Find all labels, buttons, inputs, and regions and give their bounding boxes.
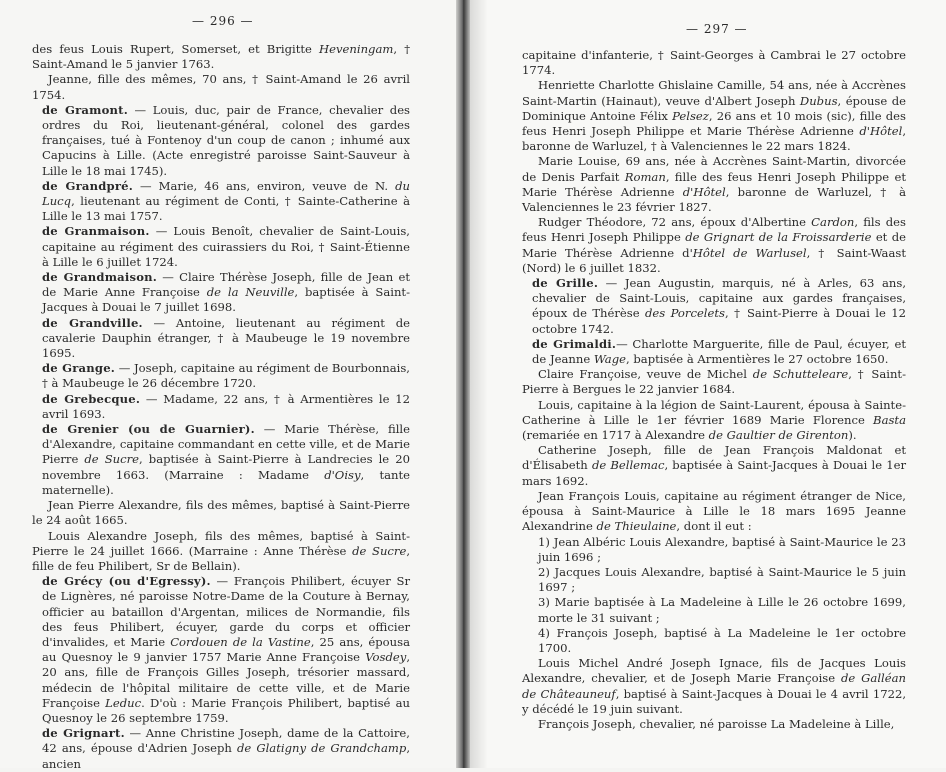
paragraph	[522, 48, 906, 78]
paragraph	[32, 422, 410, 498]
italic-name: de Galléan de Châteauneuf	[522, 671, 906, 701]
paragraph	[32, 392, 410, 422]
paragraph	[32, 270, 410, 316]
paragraph	[522, 215, 906, 276]
text-run: et de Marie Thérèse Adrienne d'	[522, 230, 906, 260]
text-run: des feus Louis Rupert, Somerset, et Brigitte	[32, 42, 320, 56]
text-run: , 26 ans et 10 mois (sic), fille des feus Henri Joseph Philippe et Marie Thérèse Adrienne	[522, 108, 906, 139]
italic-name: d'Hôtel	[859, 124, 903, 139]
text-run: — Louis Benoît, chevalier de Saint-Louis, capitaine au régiment des cuirassiers du Roi, † Saint-Étienne à Lille le 6 juillet 1724.	[42, 224, 410, 269]
italic-name: Heveningam	[319, 42, 394, 56]
entry-heading: de Grandville.	[42, 315, 143, 330]
text-run: — Joseph, capitaine au régiment de Bourbonnais, † à Maubeuge le 26 décembre 1720.	[42, 361, 410, 391]
text-run: Jean François Louis, capitaine au régiment étranger de Nice, épousa à Saint-Maurice à Lille le 18 mars 1695 Jeanne Alexandrine	[522, 488, 906, 534]
italic-name: de la Neuville	[206, 285, 295, 300]
text-run: , † Saint-Waast (Nord) le 6 juillet 1832.	[522, 245, 906, 275]
paragraph	[522, 565, 906, 595]
paragraph	[32, 224, 410, 270]
paragraph	[522, 489, 906, 535]
text-run: , 25 ans, épousa au Quesnoy le 9 janvier 1757 Marie Anne Françoise	[42, 634, 410, 665]
text-run: , baptisée à Saint-Jacques à Douai le 7 juillet 1698.	[42, 285, 410, 315]
text-run: , baptisée à Armentières le 27 octobre 1650.	[625, 352, 889, 367]
text-run: François Joseph, chevalier, né paroisse La Madeleine à Lille,	[538, 716, 895, 731]
text-run: , baronne de Warluzel, † à Valenciennes le 22 mars 1824.	[522, 124, 906, 154]
text-run: Marie Louise, 69 ans, née à Accrènes Saint-Martin, divorcée de Denis Parfait	[522, 154, 906, 184]
page-number-left: — 296 —	[192, 14, 254, 28]
text-run: Henriette Charlotte Ghislaine Camille, 54 ans, née à Accrènes Saint-Martin (Hainaut), veuve d'Albert Joseph	[522, 78, 906, 108]
italic-name: de Glatigny de Grandchamp	[236, 741, 407, 756]
text-run: , fille des feus Henri Joseph Philippe et Marie Thérèse Adrienne	[522, 169, 906, 199]
text-run: , 20 ans, fille de François Gilles Joseph, trésorier massard, médecin de l'hôpital militaire de cette ville, et de Marie Françoise	[42, 650, 410, 710]
text-run: , épouse de Dominique Antoine Félix	[522, 93, 906, 123]
paragraph	[32, 103, 410, 179]
italic-name: Leduc	[105, 695, 142, 710]
paragraph	[32, 72, 410, 102]
text-run: Catherine Joseph, fille de Jean François Maldonat et d'Élisabeth	[522, 443, 906, 473]
text-run: capitaine d'infanterie, † Saint-Georges à Cambrai le 27 octobre 1774.	[522, 48, 906, 78]
text-run: — Anne Christine Joseph, dame de la Cattoire, 42 ans, épouse d'Adrien Joseph	[42, 726, 410, 756]
gutter-shadow	[470, 0, 488, 768]
italic-name: Wage	[593, 352, 626, 367]
italic-name: Vosdey	[365, 650, 407, 665]
paragraph	[522, 78, 906, 154]
italic-name: Basta	[873, 412, 906, 427]
text-run: 1) Jean Albéric Louis Alexandre, baptisé à Saint-Maurice le 23 juin 1696 ;	[538, 534, 906, 564]
text-run: , tante maternelle).	[42, 467, 410, 497]
paragraph	[32, 42, 410, 72]
text-run: Jean Pierre Alexandre, fils des mêmes, baptisé à Saint-Pierre le 24 août 1665.	[32, 498, 410, 528]
paragraph	[32, 498, 410, 528]
text-run: , baptisé à Saint-Jacques à Douai le 4 avril 1722, y décédé le 19 juin suivant.	[522, 686, 907, 716]
italic-name: de Thieulaine	[596, 519, 677, 534]
entry-heading: de Grebecque.	[42, 391, 141, 406]
italic-name: d'Oisy	[324, 467, 361, 482]
paragraph	[32, 529, 410, 575]
text-run: , fille de feu Philibert, Sr de Bellain).	[32, 543, 411, 573]
italic-name: Cordouen de la Vastine	[170, 634, 311, 649]
italic-name: de Bellemac	[591, 458, 665, 473]
page-right	[470, 0, 946, 768]
paragraph	[32, 574, 410, 726]
entry-heading: de Grange.	[42, 361, 116, 376]
page-left	[0, 0, 456, 771]
text-run: Jeanne, fille des mêmes, 70 ans, † Saint-Amand le 26 avril 1754.	[32, 72, 410, 102]
italic-name: de Sucre	[352, 543, 407, 558]
italic-name: d'Hôtel	[682, 184, 726, 199]
text-run: , baptisée à Saint-Pierre à Landrecies le 20 novembre 1663. (Marraine : Madame	[42, 452, 410, 482]
text-run: — Marie Thérèse, fille d'Alexandre, capitaine commandant en cette ville, et de Marie Pierre	[42, 422, 410, 467]
text-run: , † Saint-Amand le 5 janvier 1763.	[32, 42, 410, 72]
text-run: ).	[848, 428, 857, 443]
text-run: — Madame, 22 ans, † à Armentières le 12 avril 1693.	[42, 391, 410, 421]
page-left-text	[32, 42, 410, 772]
italic-name: Cardon	[811, 215, 855, 230]
paragraph	[32, 726, 410, 772]
text-run: , baronne de Warluzel, † à Valenciennes le 23 février 1827.	[522, 184, 906, 215]
italic-name: Dubus	[799, 93, 838, 108]
text-run: Rudger Théodore, 72 ans, époux d'Albertine	[538, 215, 812, 230]
entry-heading: de Granmaison.	[42, 224, 150, 239]
paragraph	[522, 398, 906, 444]
text-run: — Claire Thérèse Joseph, fille de Jean et de Marie Anne Françoise	[42, 270, 410, 300]
text-run: Louis, capitaine à la légion de Saint-Laurent, épousa à Sainte-Catherine à Lille le 1er février 1689 Marie Florence	[522, 397, 906, 427]
text-run: , † Saint-Pierre à Douai le 12 octobre 1742.	[532, 306, 906, 336]
paragraph	[32, 361, 410, 391]
italic-name: des Porcelets	[644, 306, 725, 321]
italic-name: du Lucq	[42, 178, 410, 209]
italic-name: Roman	[624, 169, 666, 184]
text-run: — Marie, 46 ans, environ, veuve de N.	[132, 178, 396, 193]
text-run: — Charlotte Marguerite, fille de Paul, écuyer, et de Jeanne	[532, 336, 906, 367]
text-run: , lieutenant au régiment de Conti, † Sainte-Catherine à Lille le 13 mai 1757.	[42, 194, 410, 224]
paragraph	[522, 154, 906, 215]
paragraph	[32, 316, 410, 362]
entry-heading: de Grignart.	[42, 726, 125, 741]
entry-heading: de Grille.	[532, 276, 599, 291]
text-run: — Louis, duc, pair de France, chevalier des ordres du Roi, lieutenant-général, colonel des gardes françaises, tué à Fontenoy d'un coup de canon ; inhumé aux Capucins à Lille. (Acte enregistré paroisse Saint-Sauveur à Lille le 18 mai 1745).	[42, 102, 411, 178]
italic-name: Hôtel de Warlusel	[692, 245, 807, 260]
entry-heading: de Grandpré.	[42, 178, 133, 193]
paragraph	[522, 595, 906, 625]
paragraph	[522, 337, 906, 367]
text-run: , fils des feus Henri Joseph Philippe	[522, 215, 906, 245]
page-number-right: — 297 —	[686, 22, 748, 36]
entry-heading: de Grimaldi.	[532, 336, 617, 351]
text-run: 3) Marie baptisée à La Madeleine à Lille le 26 octobre 1699, morte le 31 suivant ;	[538, 595, 906, 625]
paragraph	[32, 179, 410, 225]
text-run: , dont il eut :	[676, 519, 752, 534]
text-run: Louis Michel André Joseph Ignace, fils de Jacques Louis Alexandre, chevalier, et de Joseph Marie Françoise	[522, 656, 906, 686]
entry-heading: de Grécy (ou d'Egressy).	[42, 574, 211, 589]
text-run: , baptisée à Saint-Jacques à Douai le 1er mars 1692.	[522, 458, 907, 488]
text-run: — Jean Augustin, marquis, né à Arles, 63 ans, chevalier de Saint-Louis, capitaine aux gardes françaises, époux de Thérèse	[532, 276, 906, 321]
entry-heading: de Grandmaison.	[42, 270, 158, 285]
text-run: 4) François Joseph, baptisé à La Madeleine le 1er octobre 1700.	[538, 625, 906, 655]
text-run: 2) Jacques Louis Alexandre, baptisé à Saint-Maurice le 5 juin 1697 ;	[538, 564, 906, 595]
text-run: (remariée en 1717 à Alexandre	[522, 428, 709, 443]
text-run: — Antoine, lieutenant au régiment de cavalerie Dauphin étranger, † à Maubeuge le 19 novembre 1695.	[42, 315, 410, 361]
text-run: , ancien	[42, 741, 411, 771]
paragraph	[522, 656, 906, 717]
paragraph	[522, 717, 906, 732]
text-run: , † Saint-Pierre à Bergues le 22 janvier 1684.	[522, 367, 906, 397]
paragraph	[522, 443, 906, 489]
italic-name: de Sucre	[84, 452, 140, 467]
page-right-text	[522, 48, 906, 732]
italic-name: de Schutteleare	[752, 367, 849, 382]
entry-heading: de Grenier (ou de Guarnier).	[42, 422, 255, 437]
paragraph	[522, 535, 906, 565]
text-run: Louis Alexandre Joseph, fils des mêmes, baptisé à Saint-Pierre le 24 juillet 1666. (Marraine : Anne Thérèse	[32, 528, 410, 558]
italic-name: de Grignart de la Froissarderie	[685, 230, 872, 245]
italic-name: Pelsez	[672, 108, 709, 123]
text-run: — François Philibert, écuyer Sr de Lignères, né paroisse Notre-Dame de la Couture à Bernay, officier au bataillon d'Argentan, milices de Normandie, fils des feus Philibert, écuyer, garde du corps et officier d'invalides, et Marie	[42, 574, 411, 649]
paragraph	[522, 626, 906, 656]
text-run: Claire Françoise, veuve de Michel	[538, 367, 753, 382]
text-run: . D'où : Marie François Philibert, baptisé au Quesnoy le 26 septembre 1759.	[42, 695, 410, 725]
paragraph	[522, 276, 906, 337]
italic-name: de Gaultier de Girenton	[708, 428, 849, 443]
entry-heading: de Gramont.	[42, 102, 128, 117]
book-gutter	[456, 0, 470, 768]
paragraph	[522, 367, 906, 397]
